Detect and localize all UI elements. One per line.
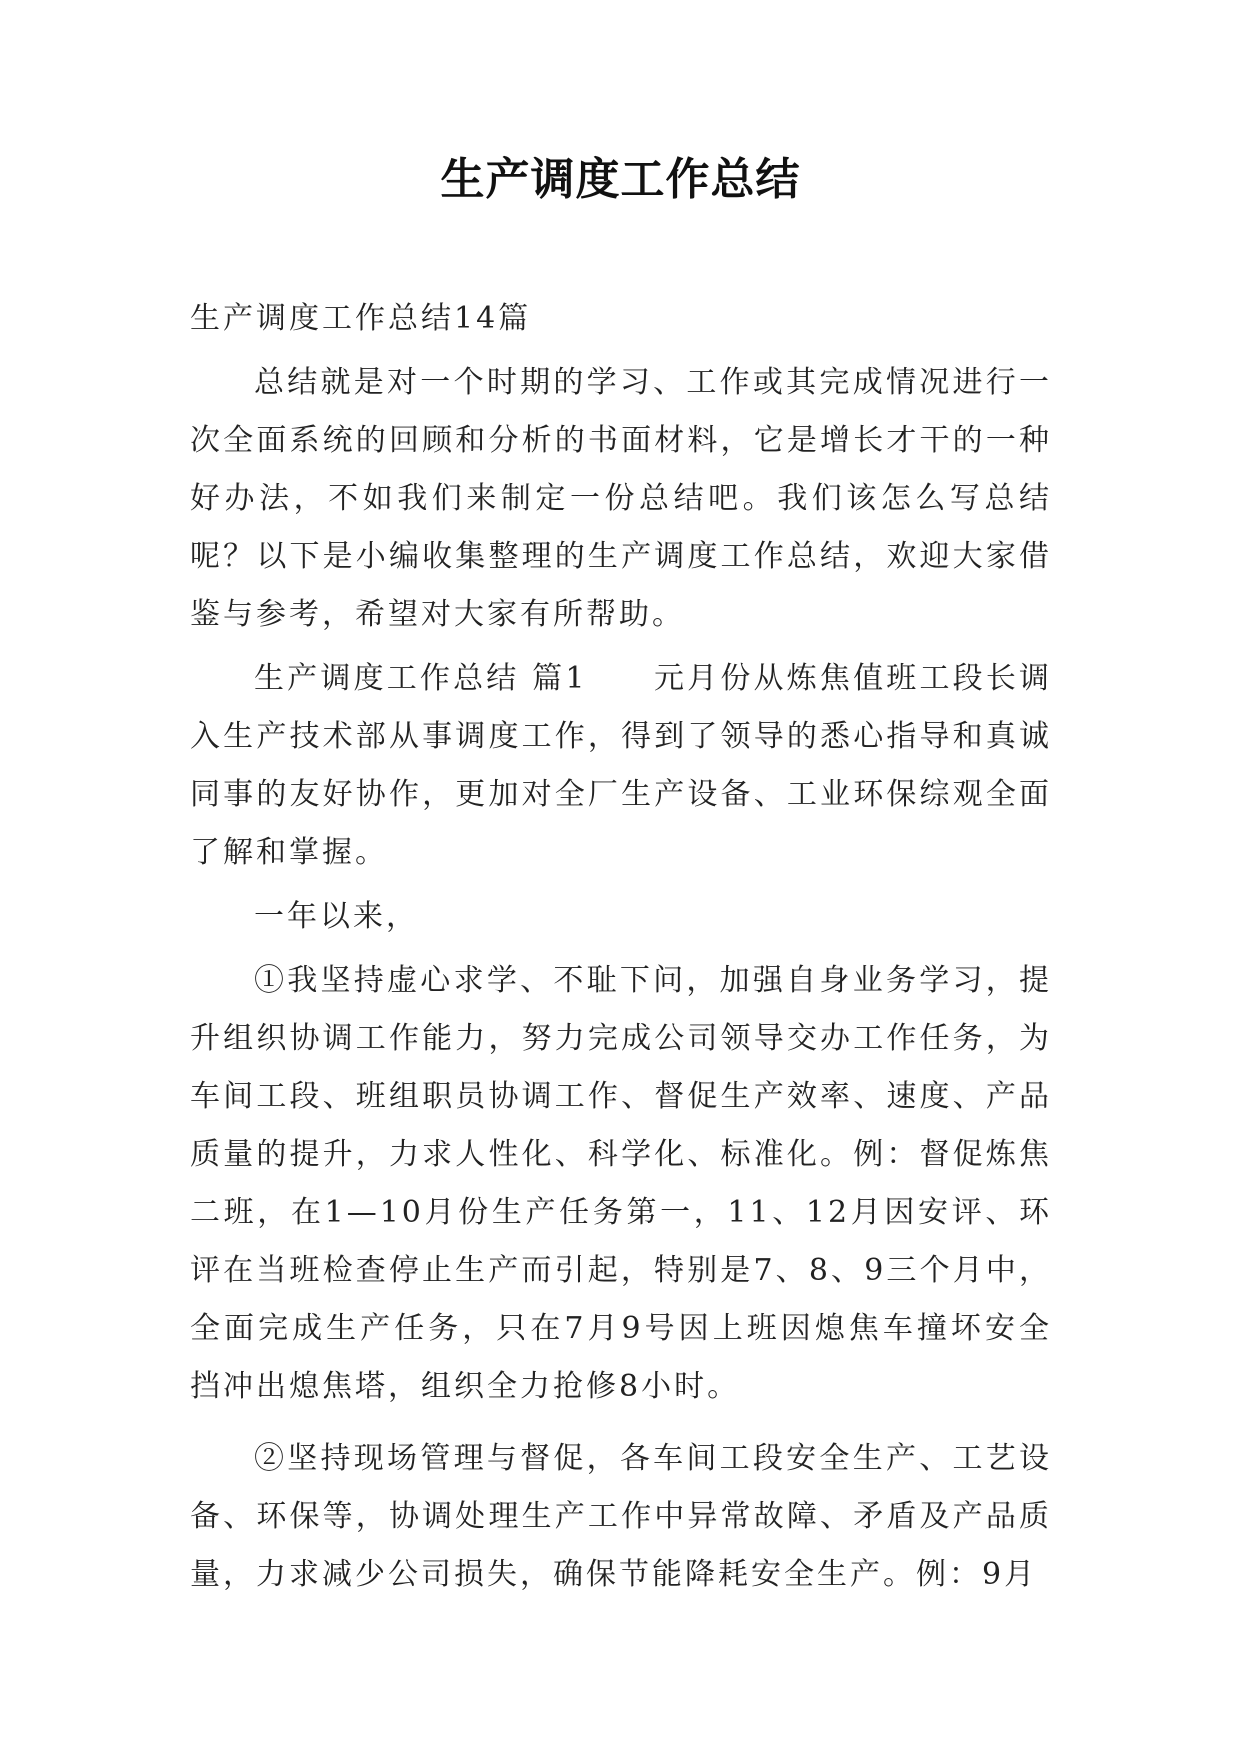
paragraph-item-1: ①我坚持虚心求学、不耻下问，加强自身业务学习，提升组织协调工作能力，努力完成公司领导交办工作任务，为车间工段、班组职员协调工作、督促生产效率、速度、产品质量的提升，力求人性化、科学化、标准化。例：督促炼焦二班，在1—10月份生产任务第一，11、12月因安评、环评在当班检查停止生产而引起，特别是7、8、9三个月中，全面完成生产任务，只在7月9号因上班因熄焦车撞坏安全挡冲出熄焦塔，组织全力抢修8小时。	[190, 963, 1052, 1404]
paragraph-item-2: ②坚持现场管理与督促，各车间工段安全生产、工艺设备、环保等，协调处理生产工作中异常故障、矛盾及产品质量，力求减少公司损失，确保节能降耗安全生产。例：9月	[190, 1441, 1052, 1592]
paragraph-subtitle: 生产调度工作总结14篇	[190, 301, 532, 336]
document-body	[190, 290, 1052, 1604]
paragraph-year-summary: 一年以来，	[254, 899, 419, 934]
document-title: 生产调度工作总结	[440, 154, 801, 205]
paragraph-part-1: 生产调度工作总结 篇1 元月份从炼焦值班工段长调入生产技术部从事调度工作，得到了领导的悉心指导和真诚同事的友好协作，更加对全厂生产设备、工业环保综观全面了解和掌握。	[190, 661, 1052, 870]
paragraph-intro: 总结就是对一个时期的学习、工作或其完成情况进行一次全面系统的回顾和分析的书面材料，它是增长才干的一种好办法，不如我们来制定一份总结吧。我们该怎么写总结呢？以下是小编收集整理的生产调度工作总结，欢迎大家借鉴与参考，希望对大家有所帮助。	[190, 365, 1052, 632]
